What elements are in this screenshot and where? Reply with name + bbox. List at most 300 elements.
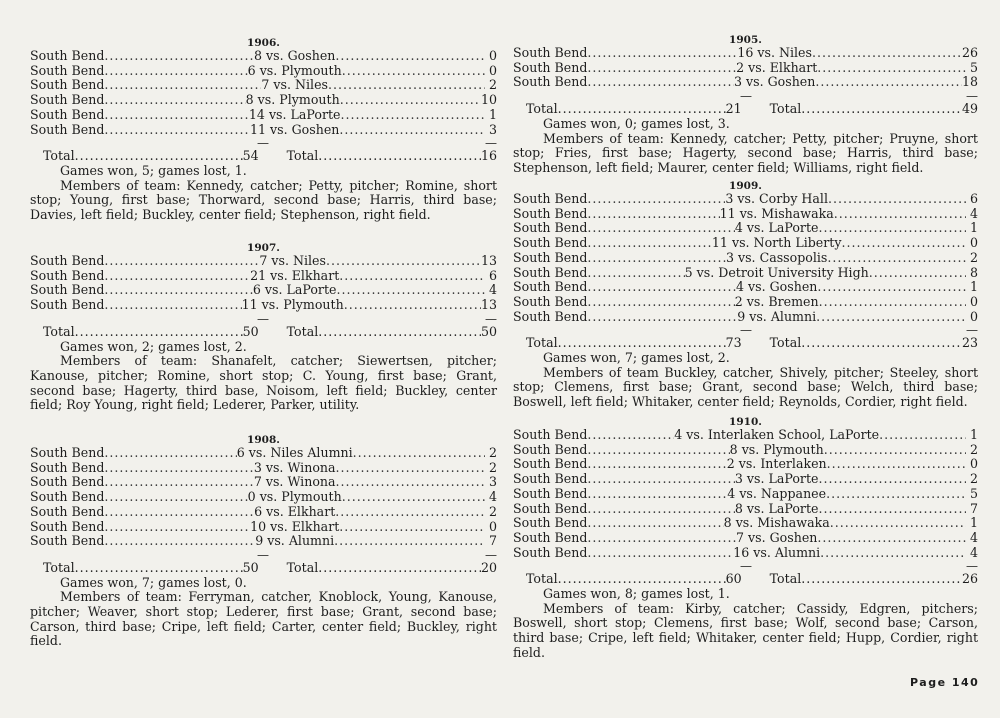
- team-name: South Bend: [30, 77, 105, 93]
- leader-dots: [587, 75, 734, 90]
- leader-dots: [587, 457, 726, 472]
- rule-mark: —: [485, 311, 497, 326]
- game-row: [513, 443, 978, 458]
- leader-dots: [587, 443, 729, 458]
- opponent-name: Plymouth: [283, 297, 344, 313]
- leader-dots: [587, 192, 725, 207]
- team-score: 21: [250, 267, 267, 283]
- team-name: South Bend: [513, 74, 588, 90]
- leader-dots: [318, 561, 481, 576]
- total-against: 16: [480, 148, 497, 164]
- team-name: South Bend: [30, 92, 105, 108]
- leader-dots: [587, 251, 726, 266]
- opponent-name: Bremen: [768, 293, 819, 309]
- opponent-score: 4: [488, 489, 497, 505]
- leader-dots: [841, 236, 966, 251]
- game-row: [30, 108, 497, 123]
- opponent-score: 5: [969, 59, 978, 75]
- game-row: [513, 192, 978, 207]
- game-row: [30, 93, 497, 108]
- team-score: 11: [250, 121, 267, 137]
- team-name: South Bend: [513, 220, 588, 236]
- opponent-score: 4: [969, 205, 978, 221]
- rule-mark: —: [257, 136, 269, 151]
- opponent-name: Niles Alumni: [270, 445, 353, 460]
- opponent-name: Niles: [295, 77, 328, 93]
- games-record: Games won, 7; games lost, 2.: [543, 350, 730, 366]
- games-record: Games won, 7; games lost, 0.: [60, 574, 247, 590]
- leader-dots: [801, 572, 962, 587]
- vs-label: vs.: [748, 59, 766, 75]
- game-row: [513, 221, 978, 236]
- opponent-name: LaPorte: [290, 106, 341, 122]
- opponent-score: 0: [969, 235, 978, 251]
- team-score: 0: [247, 489, 256, 505]
- games-record: Games won, 5; games lost, 1.: [60, 162, 247, 178]
- opponent-score: 4: [488, 282, 497, 298]
- leader-dots: [828, 192, 966, 207]
- game-row: [30, 254, 497, 269]
- opponent-name: Goshen: [291, 121, 340, 137]
- totals-row: [30, 149, 497, 164]
- opponent-name: Plymouth: [281, 62, 342, 78]
- opponent-name: Interlaken: [760, 456, 827, 472]
- team-name: South Bend: [513, 264, 588, 280]
- opponent-name: Alumni: [288, 533, 335, 549]
- opponent-name: Mishawaka: [761, 205, 834, 221]
- team-name: South Bend: [513, 45, 588, 60]
- team-name: South Bend: [513, 441, 588, 457]
- opponent-name: Niles: [778, 45, 812, 60]
- opponent-score: 6: [969, 191, 978, 206]
- games-record: Games won, 0; games lost, 3.: [543, 115, 730, 131]
- vs-label: vs.: [270, 267, 288, 283]
- team-score: 9: [255, 533, 264, 549]
- team-name: South Bend: [513, 279, 588, 295]
- leader-dots: [104, 269, 250, 284]
- season-year-heading: 1909.: [729, 180, 762, 192]
- vs-label: vs.: [746, 220, 765, 236]
- opponent-score: 0: [969, 293, 978, 309]
- leader-dots: [818, 472, 966, 487]
- leader-dots: [587, 531, 736, 546]
- leader-dots: [558, 572, 726, 587]
- game-row: [513, 295, 978, 310]
- game-row: [30, 78, 497, 93]
- opponent-name: Cassopolis: [759, 249, 828, 265]
- total-label: Total: [769, 571, 802, 587]
- leader-dots: [812, 46, 962, 61]
- leader-dots: [818, 502, 966, 517]
- total-label: Total: [286, 323, 319, 339]
- team-score: 4: [674, 427, 683, 442]
- team-name: South Bend: [513, 471, 588, 487]
- games-record: Games won, 8; games lost, 1.: [543, 586, 730, 602]
- opponent-name: Goshen: [767, 74, 816, 90]
- totals-row: [513, 102, 978, 117]
- total-label: Total: [286, 559, 319, 575]
- team-name: South Bend: [30, 503, 105, 519]
- leader-dots: [827, 457, 966, 472]
- leader-dots: [339, 520, 485, 535]
- leader-dots: [339, 269, 485, 284]
- team-score: 3: [733, 74, 742, 90]
- team-score: 16: [737, 45, 754, 60]
- leader-dots: [817, 280, 966, 295]
- opponent-score: 2: [488, 77, 497, 93]
- rule-mark: —: [966, 89, 978, 104]
- opponent-score: 7: [969, 500, 978, 516]
- opponent-score: 1: [488, 106, 497, 122]
- leader-dots: [318, 325, 481, 340]
- leader-dots: [587, 61, 736, 76]
- team-name: South Bend: [30, 48, 105, 63]
- total-label: Total: [526, 101, 558, 117]
- team-score: 7: [736, 529, 745, 545]
- leader-dots: [587, 546, 733, 561]
- total-against: 23: [961, 335, 978, 351]
- team-name: South Bend: [30, 533, 105, 549]
- opponent-score: 6: [488, 267, 497, 283]
- totals-row: [513, 336, 978, 351]
- leader-dots: [104, 283, 253, 298]
- vs-label: vs.: [265, 474, 284, 490]
- opponent-name: Elkhart: [291, 518, 340, 534]
- team-score: 7: [253, 474, 262, 490]
- team-name: South Bend: [513, 529, 588, 545]
- opponent-score: 1: [969, 515, 978, 531]
- leader-dots: [824, 443, 966, 458]
- opponent-score: 1: [969, 279, 978, 295]
- team-score: 8: [723, 515, 732, 531]
- season-1906: [30, 37, 497, 223]
- total-for: 54: [242, 148, 259, 164]
- game-row: [30, 490, 497, 505]
- opponent-score: 2: [488, 503, 497, 519]
- vs-label: vs.: [686, 427, 704, 442]
- team-score: 3: [734, 471, 743, 487]
- season-1907: [30, 242, 497, 413]
- rule-mark: —: [740, 89, 752, 104]
- opponent-score: 13: [480, 297, 497, 313]
- team-name: South Bend: [513, 191, 588, 206]
- team-name: South Bend: [513, 456, 588, 472]
- season-year-heading: 1906.: [247, 37, 280, 49]
- vs-label: vs.: [739, 205, 758, 221]
- vs-label: vs.: [696, 264, 715, 280]
- total-against: 50: [480, 323, 497, 339]
- total-for: 50: [242, 559, 259, 575]
- leader-dots: [326, 254, 481, 269]
- team-name: South Bend: [513, 500, 588, 516]
- opponent-score: 0: [488, 518, 497, 534]
- rule-mark: —: [740, 559, 752, 574]
- opponent-score: 13: [480, 253, 497, 268]
- team-name: South Bend: [30, 297, 105, 313]
- leader-dots: [104, 64, 247, 79]
- total-for: 60: [725, 571, 742, 587]
- opponent-name: Plymouth: [279, 92, 340, 108]
- total-label: Total: [43, 559, 75, 575]
- leader-dots: [340, 108, 485, 123]
- opponent-score: 2: [488, 459, 497, 475]
- opponent-name: Corby Hall: [759, 191, 828, 206]
- vs-label: vs.: [749, 308, 767, 324]
- total-rule: [30, 137, 497, 149]
- vs-label: vs.: [271, 253, 289, 268]
- leader-dots: [879, 428, 966, 443]
- team-name: South Bend: [30, 518, 105, 534]
- opponent-score: 4: [969, 529, 978, 545]
- vs-label: vs.: [753, 544, 771, 560]
- opponent-name: LaPorte: [768, 471, 819, 487]
- vs-label: vs.: [748, 279, 766, 295]
- leader-dots: [587, 266, 684, 281]
- total-rule: [30, 313, 497, 325]
- leader-dots: [817, 61, 966, 76]
- leader-dots: [827, 251, 966, 266]
- game-row: [30, 534, 497, 549]
- vs-label: vs.: [746, 293, 765, 309]
- team-name: South Bend: [30, 121, 105, 137]
- team-score: 3: [725, 249, 734, 265]
- game-row: [513, 207, 978, 222]
- leader-dots: [587, 428, 674, 443]
- game-row: [513, 266, 978, 281]
- opponent-score: 18: [961, 74, 978, 90]
- season-year-heading: 1910.: [729, 416, 762, 428]
- game-row: [30, 49, 497, 64]
- opponent-name: Plymouth: [763, 441, 824, 457]
- vs-label: vs.: [735, 515, 754, 531]
- team-name: South Bend: [513, 427, 588, 442]
- leader-dots: [344, 298, 481, 313]
- vs-label: vs.: [270, 121, 288, 137]
- totals-row: [30, 561, 497, 576]
- team-name: South Bend: [513, 293, 588, 309]
- team-score: 11: [719, 205, 736, 221]
- leader-dots: [587, 472, 735, 487]
- rule-mark: —: [966, 559, 978, 574]
- game-row: [30, 505, 497, 520]
- totals-row: [30, 325, 497, 340]
- team-members: Members of team: Ferryman, catcher, Knoblock, Young, Kanouse, pitcher; Weaver, short stop; Lederer, first base; Grant, second base; Carson, third base; Cripe, left field; Carter, center field; Buckley, right field.: [30, 589, 497, 649]
- vs-label: vs.: [248, 445, 267, 460]
- leader-dots: [869, 266, 966, 281]
- opponent-name: Niles: [292, 253, 326, 268]
- leader-dots: [587, 221, 735, 236]
- game-row: [30, 298, 497, 313]
- leader-dots: [104, 520, 250, 535]
- opponent-name: LaPorte: [286, 282, 337, 298]
- team-members: Members of team Buckley, catcher, Shively, pitcher; Steeley, short stop; Clemens, first base; Grant, second base; Welch, third base; Boswell, left field; Whitaker, center field; Reynolds, Cordier, right field.: [513, 364, 978, 410]
- games-record: Games won, 2; games lost, 2.: [60, 338, 247, 354]
- leader-dots: [830, 516, 966, 531]
- vs-label: vs.: [737, 249, 756, 265]
- total-label: Total: [43, 148, 75, 164]
- total-against: 20: [480, 559, 497, 575]
- leader-dots: [104, 78, 261, 93]
- game-row: [30, 269, 497, 284]
- leader-dots: [558, 336, 726, 351]
- team-score: 2: [734, 293, 743, 309]
- game-row: [513, 531, 978, 546]
- leader-dots: [75, 561, 243, 576]
- opponent-score: 2: [969, 471, 978, 487]
- total-rule: [513, 90, 978, 102]
- leader-dots: [104, 298, 241, 313]
- team-score: 6: [247, 62, 256, 78]
- team-name: South Bend: [513, 515, 588, 531]
- rule-mark: —: [257, 311, 269, 326]
- opponent-score: 3: [488, 474, 497, 490]
- leader-dots: [826, 487, 966, 502]
- leader-dots: [342, 490, 485, 505]
- leader-dots: [104, 446, 236, 461]
- opponent-score: 4: [969, 544, 978, 560]
- opponent-name: Winona: [287, 459, 336, 475]
- vs-label: vs.: [757, 45, 775, 60]
- leader-dots: [104, 254, 259, 269]
- leader-dots: [104, 49, 254, 64]
- leader-dots: [819, 295, 966, 310]
- vs-label: vs.: [265, 459, 284, 475]
- leader-dots: [104, 108, 249, 123]
- team-score: 4: [734, 220, 743, 236]
- opponent-name: Plymouth: [281, 489, 342, 505]
- total-label: Total: [526, 571, 558, 587]
- game-row: [513, 310, 978, 325]
- team-score: 11: [241, 297, 258, 313]
- leader-dots: [815, 75, 962, 90]
- team-members: Members of team: Kirby, catcher; Cassidy, Edgren, pitchers; Boswell, short stop; Clemens, first base; Wolf, second base; Carson, third base; Cripe, left field; Whitaker, center field; Hupp, Cordier, right field.: [513, 600, 978, 660]
- leader-dots: [834, 207, 966, 222]
- team-name: South Bend: [30, 62, 105, 78]
- total-rule: [513, 324, 978, 336]
- leader-dots: [587, 487, 727, 502]
- team-score: 6: [252, 282, 261, 298]
- game-row: [513, 75, 978, 90]
- opponent-score: 3: [489, 121, 498, 137]
- leader-dots: [587, 295, 734, 310]
- opponent-name: Detroit University High: [718, 264, 869, 280]
- game-row: [513, 502, 978, 517]
- total-for: 21: [725, 101, 742, 117]
- vs-label: vs.: [261, 297, 280, 313]
- team-score: 14: [248, 106, 265, 122]
- game-row: [513, 46, 978, 61]
- leader-dots: [75, 325, 243, 340]
- opponent-score: 2: [969, 441, 978, 457]
- team-name: South Bend: [513, 59, 588, 75]
- team-score: 10: [250, 518, 267, 534]
- leader-dots: [339, 123, 485, 138]
- season-1905: [513, 34, 978, 176]
- opponent-name: Goshen: [287, 48, 336, 63]
- leader-dots: [104, 505, 254, 520]
- page-number: Page 140: [910, 676, 980, 689]
- leader-dots: [818, 221, 966, 236]
- total-rule: [30, 549, 497, 561]
- leader-dots: [335, 505, 485, 520]
- vs-label: vs.: [270, 518, 288, 534]
- game-row: [513, 236, 978, 251]
- opponent-name: Elkhart: [769, 59, 818, 75]
- team-name: South Bend: [513, 235, 588, 251]
- team-name: South Bend: [513, 249, 588, 265]
- opponent-score: 5: [969, 485, 978, 501]
- team-score: 8: [734, 500, 743, 516]
- leader-dots: [820, 546, 966, 561]
- team-members: Members of team: Kennedy, catcher; Petty, pitcher; Romine, short stop; Young, first base; Thorward, second base; Harris, third base; Davies, left field; Buckley, center field; Stephenson, right field.: [30, 177, 497, 223]
- opponent-score: 0: [969, 308, 978, 324]
- leader-dots: [104, 490, 247, 505]
- total-label: Total: [526, 335, 558, 351]
- team-name: South Bend: [30, 459, 105, 475]
- leader-dots: [336, 475, 485, 490]
- game-row: [513, 546, 978, 561]
- opponent-name: Alumni: [774, 544, 821, 560]
- total-for: 73: [725, 335, 742, 351]
- leader-dots: [104, 123, 250, 138]
- opponent-score: 0: [488, 48, 497, 63]
- team-score: 16: [733, 544, 750, 560]
- vs-label: vs.: [273, 77, 291, 93]
- opponent-score: 10: [480, 92, 497, 108]
- leader-dots: [587, 280, 736, 295]
- game-row: [513, 516, 978, 531]
- total-label: Total: [286, 148, 319, 164]
- leader-dots: [801, 336, 962, 351]
- team-name: South Bend: [513, 544, 588, 560]
- opponent-score: 1: [969, 220, 978, 236]
- leader-dots: [336, 283, 485, 298]
- opponent-name: LaPorte: [768, 500, 819, 516]
- team-score: 8: [254, 48, 263, 63]
- game-row: [30, 475, 497, 490]
- leader-dots: [340, 93, 481, 108]
- leader-dots: [587, 502, 735, 517]
- leader-dots: [587, 310, 737, 325]
- team-score: 7: [261, 77, 270, 93]
- vs-label: vs.: [267, 533, 285, 549]
- game-row: [513, 457, 978, 472]
- leader-dots: [336, 461, 485, 476]
- team-name: South Bend: [30, 445, 105, 460]
- team-score: 11: [711, 235, 728, 251]
- team-name: South Bend: [30, 282, 105, 298]
- team-name: South Bend: [30, 474, 105, 490]
- team-score: 3: [725, 191, 734, 206]
- team-members: Members of team: Kennedy, catcher; Petty, pitcher; Pruyne, short stop; Fries, first base; Hagerty, second base; Harris, third base; Stephenson, left field; Maurer, center field; Williams, right field.: [513, 130, 978, 175]
- season-1908: [30, 434, 497, 649]
- opponent-name: Winona: [287, 474, 336, 490]
- opponent-name: Interlaken School, LaPorte: [707, 427, 880, 442]
- vs-label: vs.: [266, 48, 284, 63]
- team-score: 4: [736, 279, 745, 295]
- vs-label: vs.: [259, 62, 278, 78]
- vs-label: vs.: [746, 74, 764, 90]
- team-name: South Bend: [30, 253, 105, 268]
- team-score: 2: [726, 456, 735, 472]
- leader-dots: [318, 149, 481, 164]
- leader-dots: [104, 93, 245, 108]
- leader-dots: [587, 236, 712, 251]
- leader-dots: [817, 531, 966, 546]
- leader-dots: [342, 64, 485, 79]
- opponent-name: LaPorte: [768, 220, 819, 236]
- vs-label: vs.: [739, 485, 757, 501]
